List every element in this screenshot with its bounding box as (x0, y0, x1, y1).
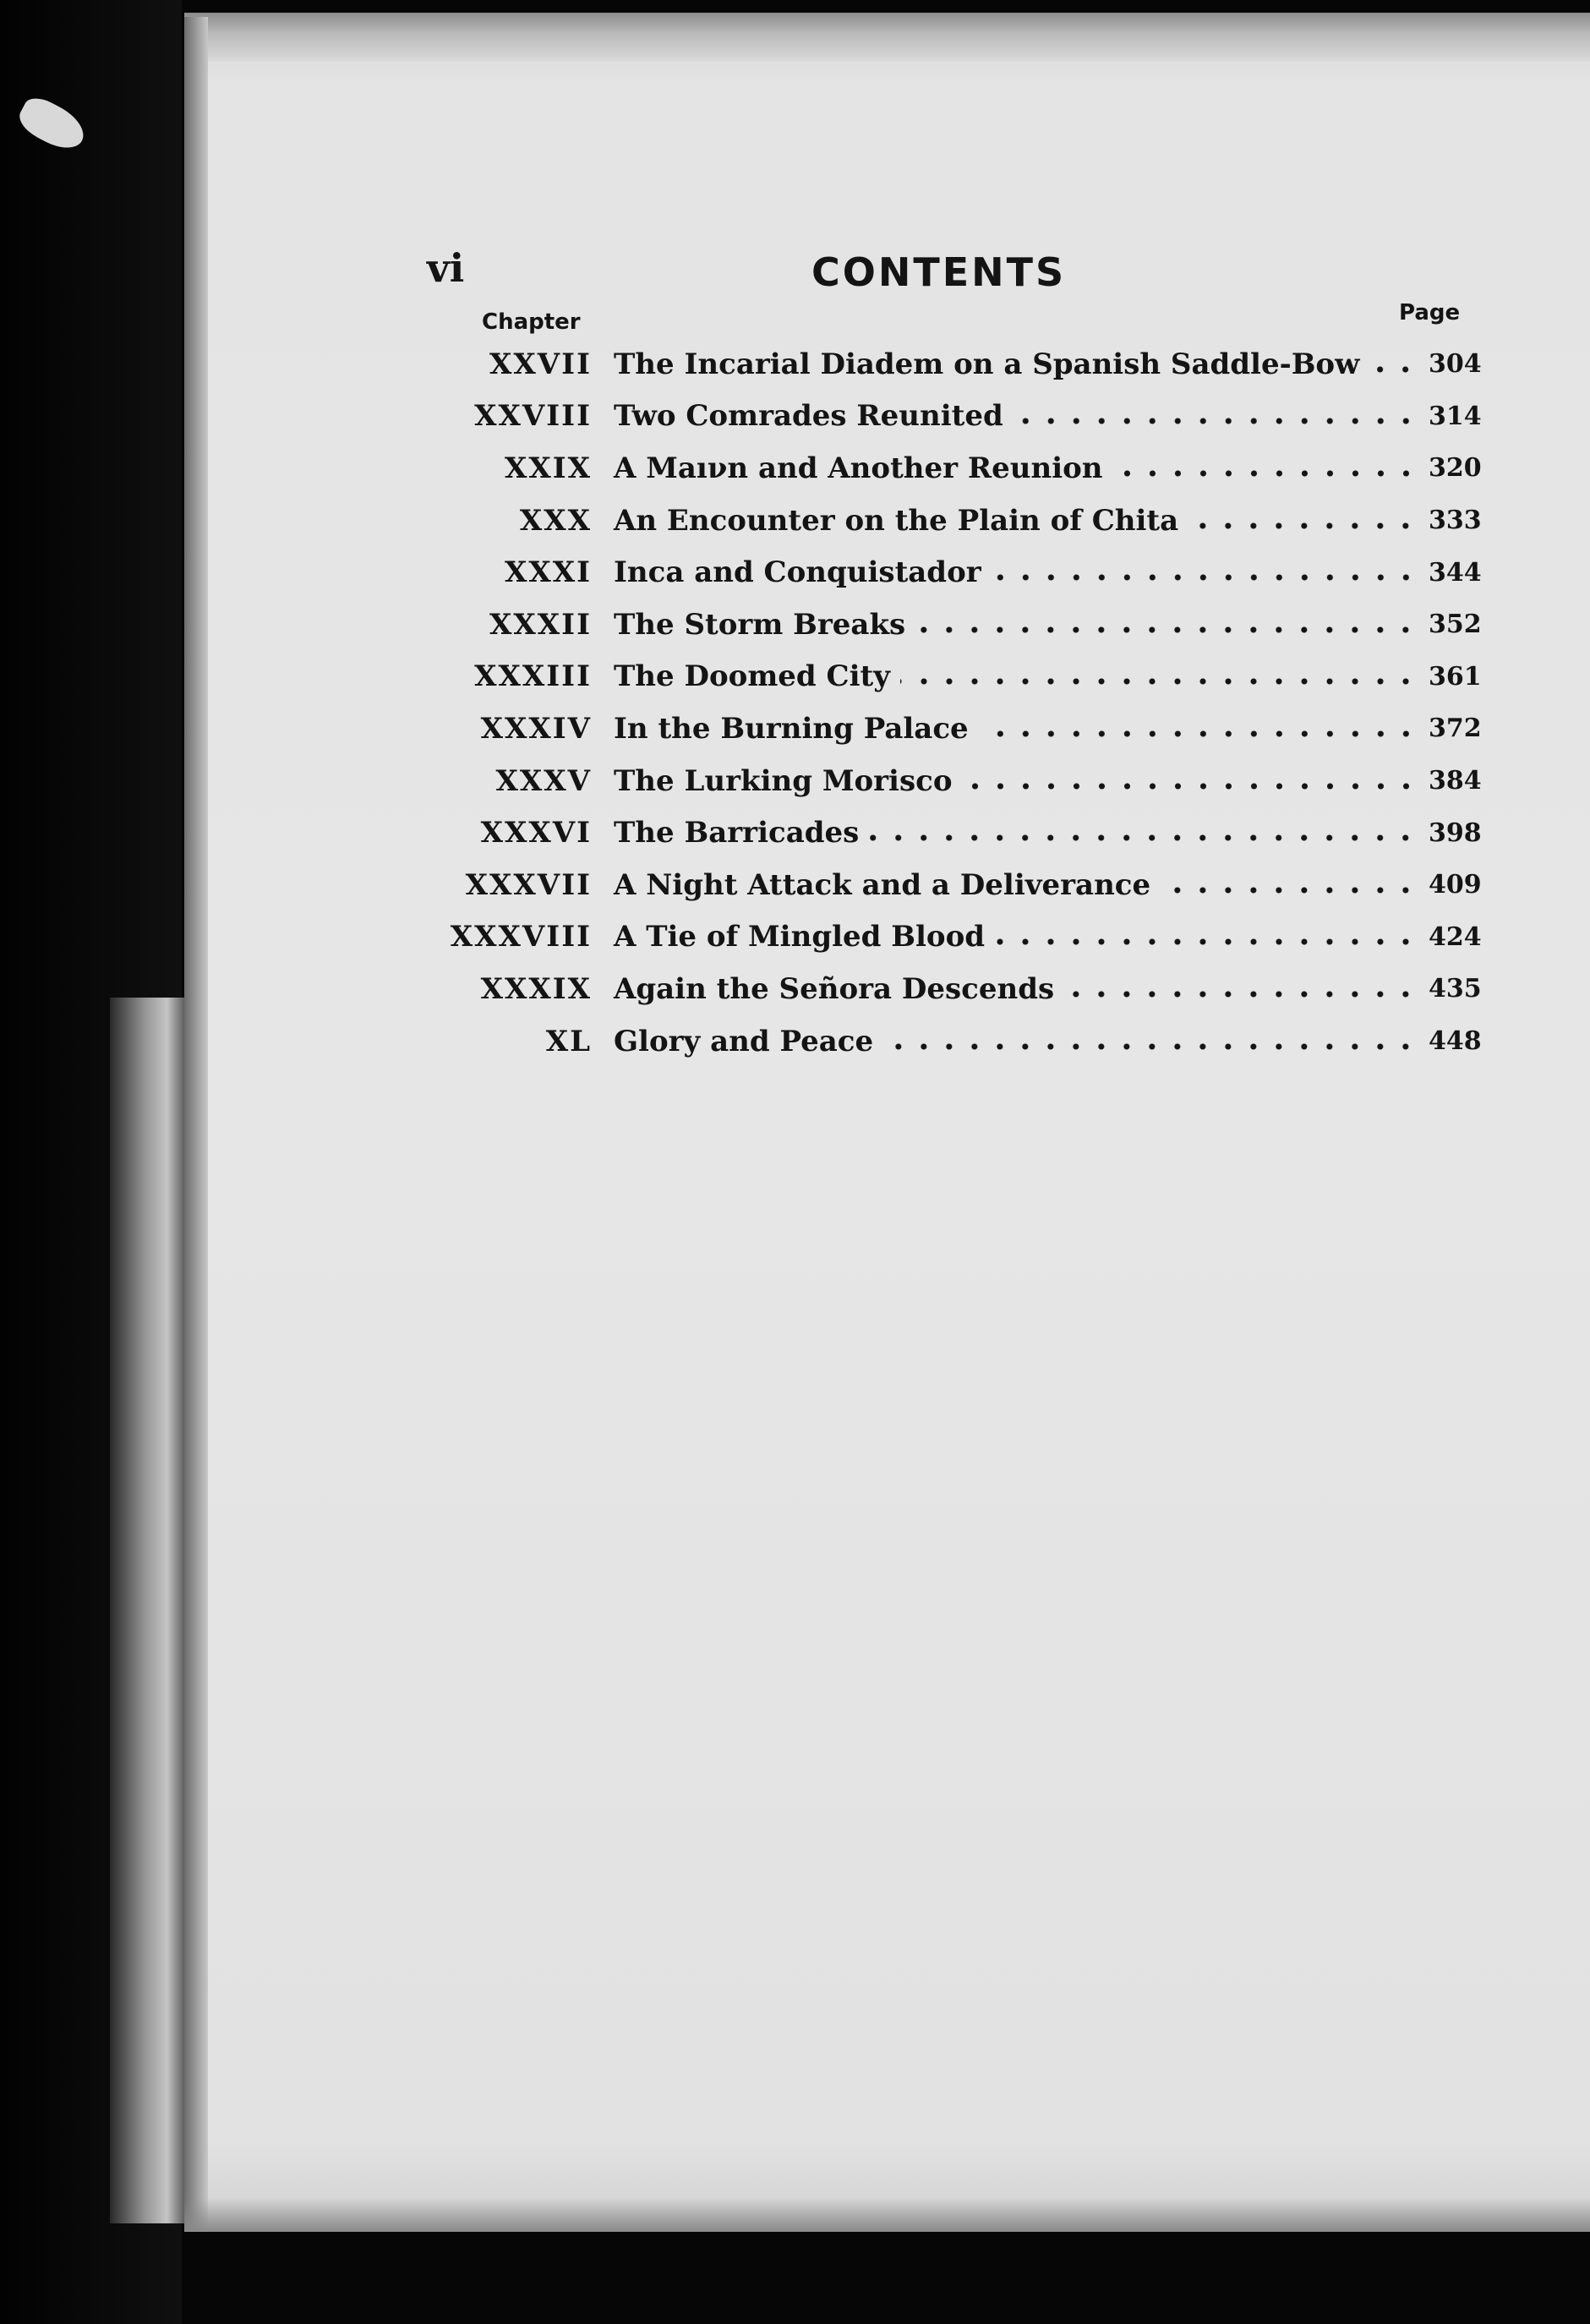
page-title: CONTENTS (811, 249, 1067, 295)
chapter-title: A Tie of Mingled Blood (614, 920, 986, 954)
page-number: 304 (1429, 349, 1482, 380)
chapter-title: The Doomed City (614, 659, 890, 694)
page-number: 409 (1429, 870, 1482, 900)
dot-leader (1369, 350, 1418, 379)
chapter-column-label: Chapter (482, 309, 581, 335)
toc-row (423, 911, 1482, 964)
toc-row (423, 807, 1482, 859)
dot-leader (1113, 454, 1418, 483)
toc-row (423, 442, 1482, 495)
toc-row (423, 651, 1482, 703)
page-number: 344 (1429, 557, 1482, 588)
chapter-title: The Storm Breaks (614, 607, 906, 642)
page-number: 424 (1429, 921, 1482, 952)
chapter-numeral: XXXII (489, 607, 592, 642)
page-number: 361 (1429, 661, 1482, 692)
toc-row (423, 495, 1482, 547)
chapter-title: A Maıνn and Another Reunion (614, 451, 1103, 485)
chapter-title: A Night Attack and a Deliverance (614, 867, 1151, 902)
page-number: 314 (1429, 401, 1482, 431)
chapter-title: Inca and Conquistador (614, 555, 981, 590)
chapter-title: Glory and Peace (614, 1024, 874, 1058)
chapter-title: An Encounter on the Plain of Chita (614, 503, 1179, 538)
toc-row (423, 703, 1482, 755)
chapter-title: Again the Señora Descends (614, 971, 1055, 1006)
page-number: 352 (1429, 610, 1482, 640)
chapter-title: The Barricades (614, 816, 860, 850)
toc-row (423, 391, 1482, 443)
binding-light-reflection (110, 998, 186, 2223)
dot-leader (1188, 506, 1418, 535)
toc-row (423, 599, 1482, 651)
chapter-numeral: XXXIX (480, 971, 592, 1006)
page-number: 384 (1429, 766, 1482, 796)
dot-leader (1064, 975, 1418, 1003)
page-top-edge (184, 13, 1590, 62)
page-number: 435 (1429, 974, 1482, 1004)
dot-leader (900, 662, 1418, 691)
page-bottom-shadow (184, 2198, 1590, 2232)
chapter-numeral: XXXIII (474, 659, 592, 694)
chapter-title: The Lurking Morisco (614, 763, 953, 798)
page-number: 320 (1429, 453, 1482, 484)
chapter-numeral: XXXVIII (450, 920, 592, 954)
page-column-label: Page (1399, 300, 1461, 325)
page-folio: vi (427, 245, 465, 291)
dot-leader (883, 1027, 1418, 1056)
chapter-title: The Incarial Diadem on a Spanish Saddle-Bow (614, 347, 1360, 381)
toc-row (423, 859, 1482, 911)
dot-leader (915, 610, 1418, 639)
dot-leader (869, 818, 1418, 847)
dot-leader (1161, 871, 1418, 900)
chapter-title: In the Burning Palace (614, 711, 969, 746)
page-gutter-shadow (184, 17, 208, 2232)
dot-leader (979, 714, 1418, 743)
dot-leader (992, 558, 1418, 587)
chapter-numeral: XXXVII (465, 867, 592, 902)
chapter-numeral: XXXVI (480, 816, 592, 850)
dot-leader (995, 922, 1418, 951)
toc-row (423, 338, 1482, 391)
chapter-numeral: XL (545, 1024, 592, 1058)
page-number: 448 (1429, 1026, 1482, 1057)
chapter-numeral: XXVIII (474, 399, 592, 434)
chapter-numeral: XXVII (489, 347, 592, 381)
chapter-numeral: XXXV (495, 763, 592, 798)
table-of-contents (423, 338, 1482, 1067)
chapter-numeral: XXIX (504, 451, 592, 485)
page-number: 398 (1429, 818, 1482, 848)
toc-row (423, 755, 1482, 807)
chapter-numeral: XXXI (504, 555, 592, 590)
page-number: 372 (1429, 714, 1482, 744)
toc-row (423, 1015, 1482, 1068)
dot-leader (1014, 402, 1418, 430)
dot-leader (963, 767, 1419, 796)
toc-row (423, 963, 1482, 1015)
chapter-numeral: XXXIV (480, 711, 592, 746)
chapter-title: Two Comrades Reunited (614, 399, 1003, 434)
page-number: 333 (1429, 506, 1482, 536)
toc-row (423, 546, 1482, 599)
chapter-numeral: XXX (519, 503, 592, 538)
